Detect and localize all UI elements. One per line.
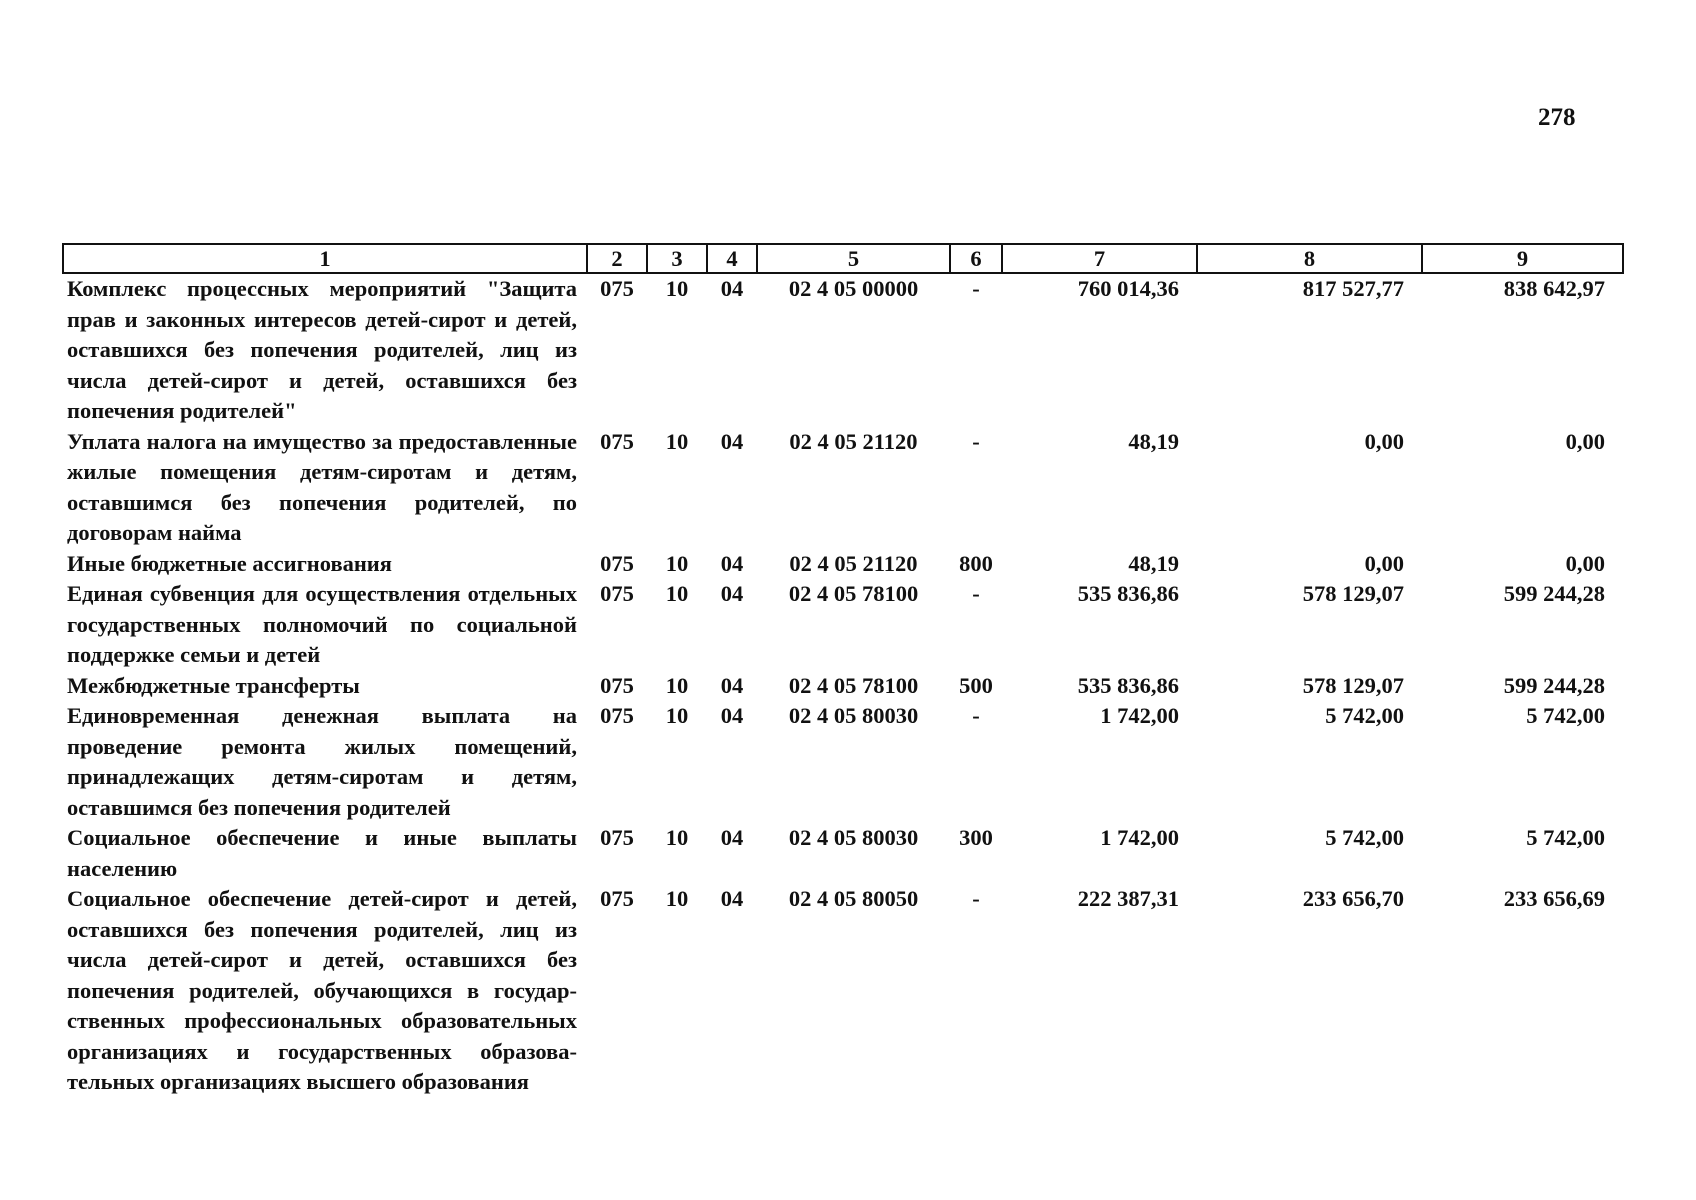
amount-column-7: 48,19 — [1128, 550, 1179, 576]
amount-column-9: 0,00 — [1565, 550, 1605, 576]
ministry-code: 075 — [600, 703, 634, 728]
table-header — [63, 244, 1623, 273]
page-number: 278 — [1538, 104, 1576, 131]
column-header-8: 8 — [1197, 244, 1422, 273]
table-header-row — [63, 244, 1623, 273]
section-code: 10 — [665, 703, 689, 728]
amount-column-9: 599 244,28 — [1503, 672, 1605, 698]
table-body — [63, 273, 1623, 1098]
row-name: Иные бюджетные ассигнования — [67, 550, 392, 576]
subsection-code: 04 — [720, 428, 744, 454]
section-code: 10 — [665, 276, 689, 301]
subsection-code: 04 — [720, 581, 744, 606]
table-row — [63, 579, 1623, 671]
table-row — [63, 549, 1623, 580]
amount-column-8: 578 129,07 — [1302, 672, 1404, 698]
table-row — [63, 273, 1623, 427]
column-header-5: 5 — [757, 244, 950, 273]
amount-column-9: 5 742,00 — [1526, 703, 1605, 728]
section-code: 10 — [665, 886, 689, 911]
expense-type-code: - — [972, 428, 980, 454]
table-row — [63, 823, 1623, 884]
table-row — [63, 884, 1623, 1098]
row-name: Уплата налога на имущество за предоставленные жилые помещения детям-сиротам и детям, оставшимся без попечения родителей, по договорам найма — [67, 428, 577, 545]
amount-column-8: 233 656,70 — [1302, 886, 1404, 911]
amount-column-8: 5 742,00 — [1325, 825, 1404, 850]
target-article-code: 02 4 05 21120 — [789, 550, 918, 576]
ministry-code: 075 — [600, 672, 634, 698]
amount-column-9: 838 642,97 — [1503, 276, 1605, 301]
amount-column-8: 578 129,07 — [1302, 581, 1404, 606]
row-name: Социальное обеспечение детей-сирот и детей, оставшихся без попечения родителей, лиц из числа детей-сирот и детей, оставшихся без попечения родителей, обучающихся в государственных профессиональных образовательных организациях и государственных образовательных организациях высшего образования — [67, 886, 577, 1094]
column-header-3: 3 — [647, 244, 707, 273]
target-article-code: 02 4 05 78100 — [788, 581, 919, 606]
expense-type-code: 300 — [959, 825, 993, 850]
expense-type-code: 800 — [959, 550, 993, 576]
section-code: 10 — [665, 672, 689, 698]
amount-column-7: 760 014,36 — [1077, 276, 1179, 301]
section-code: 10 — [665, 581, 689, 606]
column-header-9: 9 — [1422, 244, 1623, 273]
subsection-code: 04 — [720, 703, 744, 728]
column-header-2: 2 — [587, 244, 647, 273]
target-article-code: 02 4 05 80030 — [788, 703, 919, 728]
ministry-code: 075 — [600, 886, 634, 911]
expense-type-code: - — [972, 276, 980, 301]
column-header-7: 7 — [1002, 244, 1197, 273]
table-row — [63, 427, 1623, 549]
row-name: Межбюджетные трансферты — [67, 672, 360, 698]
amount-column-8: 817 527,77 — [1302, 276, 1404, 301]
target-article-code: 02 4 05 00000 — [788, 276, 919, 301]
table-row — [63, 671, 1623, 702]
column-header-1: 1 — [63, 244, 587, 273]
subsection-code: 04 — [720, 825, 744, 850]
expense-type-code: 500 — [959, 672, 993, 698]
section-code: 10 — [665, 428, 689, 454]
amount-column-9: 599 244,28 — [1503, 581, 1605, 606]
row-name: Комплекс процессных мероприятий "Защита прав и законных интересов детей-сирот и детей, оставшихся без попечения родителей, лиц из числа детей-сирот и детей, оставшихся без попечения родителей" — [67, 276, 577, 423]
ministry-code: 075 — [600, 428, 634, 454]
row-name: Единая субвенция для осуществления отдельных государственных полномочий по социальной поддержке семьи и детей — [67, 581, 577, 667]
amount-column-9: 233 656,69 — [1503, 886, 1605, 911]
expense-type-code: - — [972, 886, 980, 911]
amount-column-7: 535 836,86 — [1077, 672, 1179, 698]
budget-table — [62, 243, 1624, 1098]
row-name: Социальное обеспечение и иные выплаты населению — [67, 825, 577, 881]
amount-column-9: 5 742,00 — [1526, 825, 1605, 850]
target-article-code: 02 4 05 80030 — [788, 825, 919, 850]
ministry-code: 075 — [600, 581, 634, 606]
amount-column-8: 0,00 — [1364, 550, 1404, 576]
subsection-code: 04 — [720, 276, 744, 301]
ministry-code: 075 — [600, 550, 634, 576]
target-article-code: 02 4 05 21120 — [789, 428, 918, 454]
expense-type-code: - — [972, 703, 980, 728]
subsection-code: 04 — [720, 886, 744, 911]
amount-column-7: 48,19 — [1128, 428, 1179, 454]
amount-column-7: 1 742,00 — [1100, 703, 1179, 728]
target-article-code: 02 4 05 80050 — [788, 886, 919, 911]
column-header-4: 4 — [707, 244, 757, 273]
subsection-code: 04 — [720, 672, 744, 698]
amount-column-8: 0,00 — [1364, 428, 1404, 454]
amount-column-7: 535 836,86 — [1077, 581, 1179, 606]
target-article-code: 02 4 05 78100 — [788, 672, 919, 698]
ministry-code: 075 — [600, 276, 634, 301]
expense-type-code: - — [972, 581, 980, 606]
table-row — [63, 701, 1623, 823]
section-code: 10 — [665, 825, 689, 850]
column-header-6: 6 — [950, 244, 1002, 273]
row-name: Единовременная денежная выплата на проведение ремонта жилых помещений, принадлежащих детям-сиротам и детям, оставшимся без попечения родителей — [67, 703, 577, 820]
amount-column-7: 222 387,31 — [1077, 886, 1179, 911]
subsection-code: 04 — [720, 550, 744, 576]
ministry-code: 075 — [600, 825, 634, 850]
amount-column-9: 0,00 — [1565, 428, 1605, 454]
amount-column-7: 1 742,00 — [1100, 825, 1179, 850]
amount-column-8: 5 742,00 — [1325, 703, 1404, 728]
section-code: 10 — [665, 550, 689, 576]
